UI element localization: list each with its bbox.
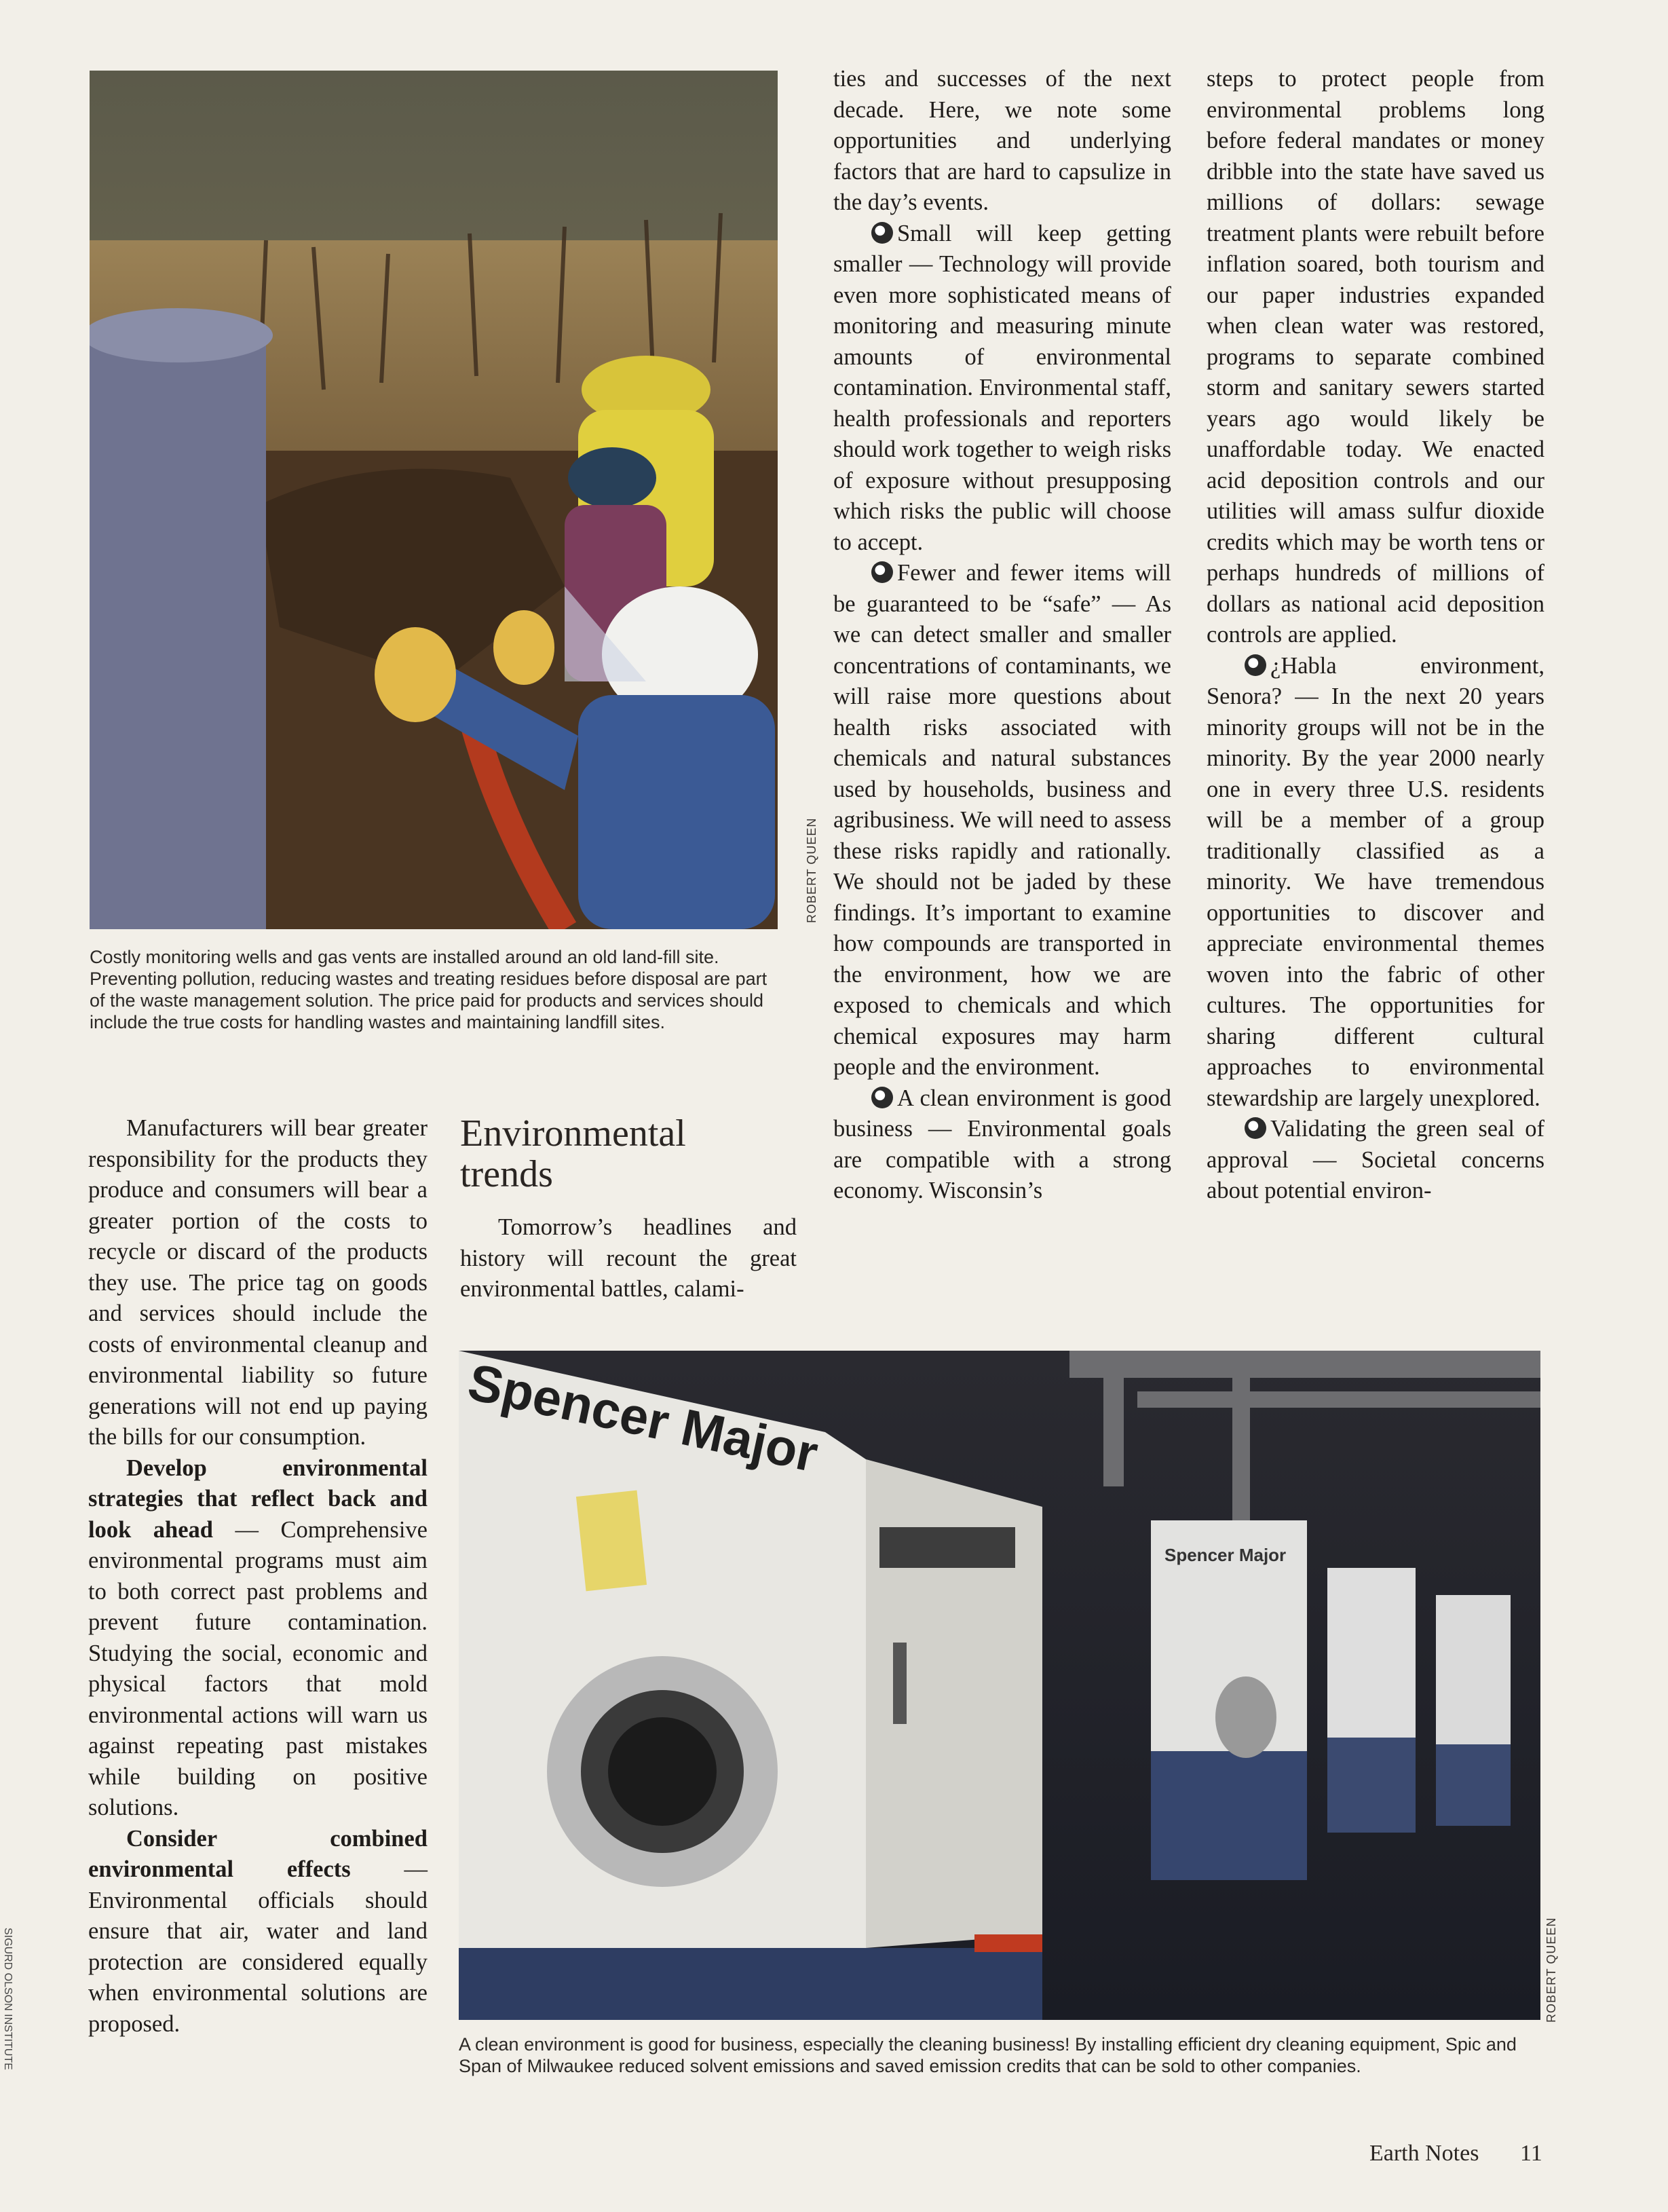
col1-paragraph-2 bbox=[88, 1453, 428, 1824]
column-2 bbox=[460, 1212, 797, 1305]
col1-paragraph-3 bbox=[88, 1824, 428, 2040]
col1-p3-body: — Environmental officials should ensure that air, water and land protection are considered equally when environmental solutions are proposed. bbox=[88, 1856, 428, 2037]
col3-p3-text: A clean environment is good business — Environmental goals are compatible with a strong economy. Wisconsin’s bbox=[833, 1085, 1171, 1203]
globe-bullet-icon bbox=[871, 561, 893, 583]
dry-cleaning-photo-art bbox=[459, 1351, 1540, 2020]
page-number: 11 bbox=[1520, 2141, 1542, 2166]
main-machine-sign: Spencer Major bbox=[463, 1353, 823, 1484]
column-3 bbox=[833, 64, 1171, 1207]
col4-paragraph-1 bbox=[1207, 651, 1544, 1114]
col4-paragraph-2 bbox=[1207, 1114, 1544, 1207]
col2-paragraph-1: Tomorrow’s headlines and history will recount the great environmental battles, calami- bbox=[460, 1214, 797, 1302]
col3-paragraph-2 bbox=[833, 558, 1171, 1083]
col4-p2-text: Validating the green seal of approval — Societal concerns about potential environ- bbox=[1207, 1116, 1544, 1203]
column-4 bbox=[1207, 64, 1544, 1207]
landfill-photo bbox=[90, 71, 778, 929]
col1-p3-heading: Consider combined environmental effects bbox=[88, 1825, 428, 1882]
publication-name: Earth Notes bbox=[1369, 2141, 1479, 2166]
globe-bullet-icon bbox=[1245, 1117, 1266, 1139]
section-heading: Environmental trends bbox=[460, 1112, 686, 1195]
col1-paragraph-1: Manufacturers will bear greater responsibility for the products they produce and consumers will bear a greater portion of the costs to recycle or discard of the products they use. The price tag on goods and services should include the costs of environmental cleanup and environmental liability so future generations will not end up paying the bills for our consumption. bbox=[88, 1115, 428, 1450]
dry-cleaning-photo bbox=[459, 1351, 1540, 2020]
col4-p1-text: ¿Habla environment, Senora? — In the next 20 years minority groups will not be in the minority. By the year 2000 nearly one in every three U.S. residents will be a member of a group traditionally classified as a minority. We have tremendous opportunities to discover and appreciate environmental themes woven into the fabric of other cultures. The opportunities for sharing different cultural approaches to environmental stewardship are largely unexplored. bbox=[1207, 652, 1544, 1111]
col1-p2-body: — Comprehensive environmental programs must aim to both correct past problems and prevent future contamination. Studying the social, economic and physical factors that mold environmental actions will warn us against repeating past mistakes while building on positive solutions. bbox=[88, 1516, 428, 1820]
col4-paragraph-0: steps to protect people from environmental problems long before federal mandates or money dribble into the state have saved us millions of dollars: sewage treatment plants were rebuilt before inflation soared, both tourism and our paper industries expanded when clean water was restored, programs to separate combined storm and sanitary sewers started years ago would likely be unaffordable today. We enacted acid deposition controls and our utilities will amass sulfur dioxide credits which may be worth tens or perhaps hundreds of millions of dollars as national acid deposition controls are applied. bbox=[1207, 66, 1544, 648]
col3-p2-text: Fewer and fewer items will be guaranteed to be “safe” — As we can detect smaller and smaller concentrations of contaminants, we will raise more questions about health risks associated with chemicals and natural substances used by households, business and agribusiness. We will need to assess these risks rapidly and rationally. We should not be jaded by these findings. It’s important to examine how compounds are transported in the environment, how we are exposed to chemicals and which chemical exposures may harm people and the environment. bbox=[833, 560, 1171, 1080]
photo1-credit: ROBERT QUEEN bbox=[805, 817, 818, 923]
edge-text: SIGURD OLSON INSTITUTE bbox=[2, 1928, 14, 2070]
photo2-caption: A clean environment is good for business, especially the cleaning business! By installing efficient dry cleaning equipment, Spic and Span of Milwaukee reduced solvent emissions and saved emission credits that can be sold to other companies. bbox=[459, 2034, 1517, 2076]
globe-bullet-icon bbox=[871, 1087, 893, 1108]
photo1-caption: Costly monitoring wells and gas vents are installed around an old land-fill site. Preventing pollution, reducing wastes and treating residues before disposal are part of the waste management solution. The price paid for products and services should include the true costs for handling wastes and maintaining landfill sites. bbox=[90, 947, 767, 1032]
col3-paragraph-0: ties and successes of the next decade. Here, we note some opportunities and underlying factors that are hard to capsulize in the day’s events. bbox=[833, 66, 1171, 215]
col3-p1-text: Small will keep getting smaller — Technology will provide even more sophisticated means of monitoring and measuring minute amounts of environmental contamination. Environmental staff, health professionals and reporters should work together to weigh risks of exposure without presupposing which risks the public will choose to accept. bbox=[833, 220, 1171, 555]
col1-p2-heading: Develop environmental strategies that reflect back and look ahead bbox=[88, 1455, 428, 1543]
landfill-photo-art bbox=[90, 71, 778, 929]
col3-paragraph-3 bbox=[833, 1083, 1171, 1207]
globe-bullet-icon bbox=[1245, 654, 1266, 676]
mid-machine-sign: Spencer Major bbox=[1164, 1545, 1287, 1565]
column-1 bbox=[88, 1113, 428, 2040]
col3-paragraph-1 bbox=[833, 219, 1171, 559]
photo2-credit: ROBERT QUEEN bbox=[1544, 1917, 1558, 2023]
globe-bullet-icon bbox=[871, 222, 893, 244]
